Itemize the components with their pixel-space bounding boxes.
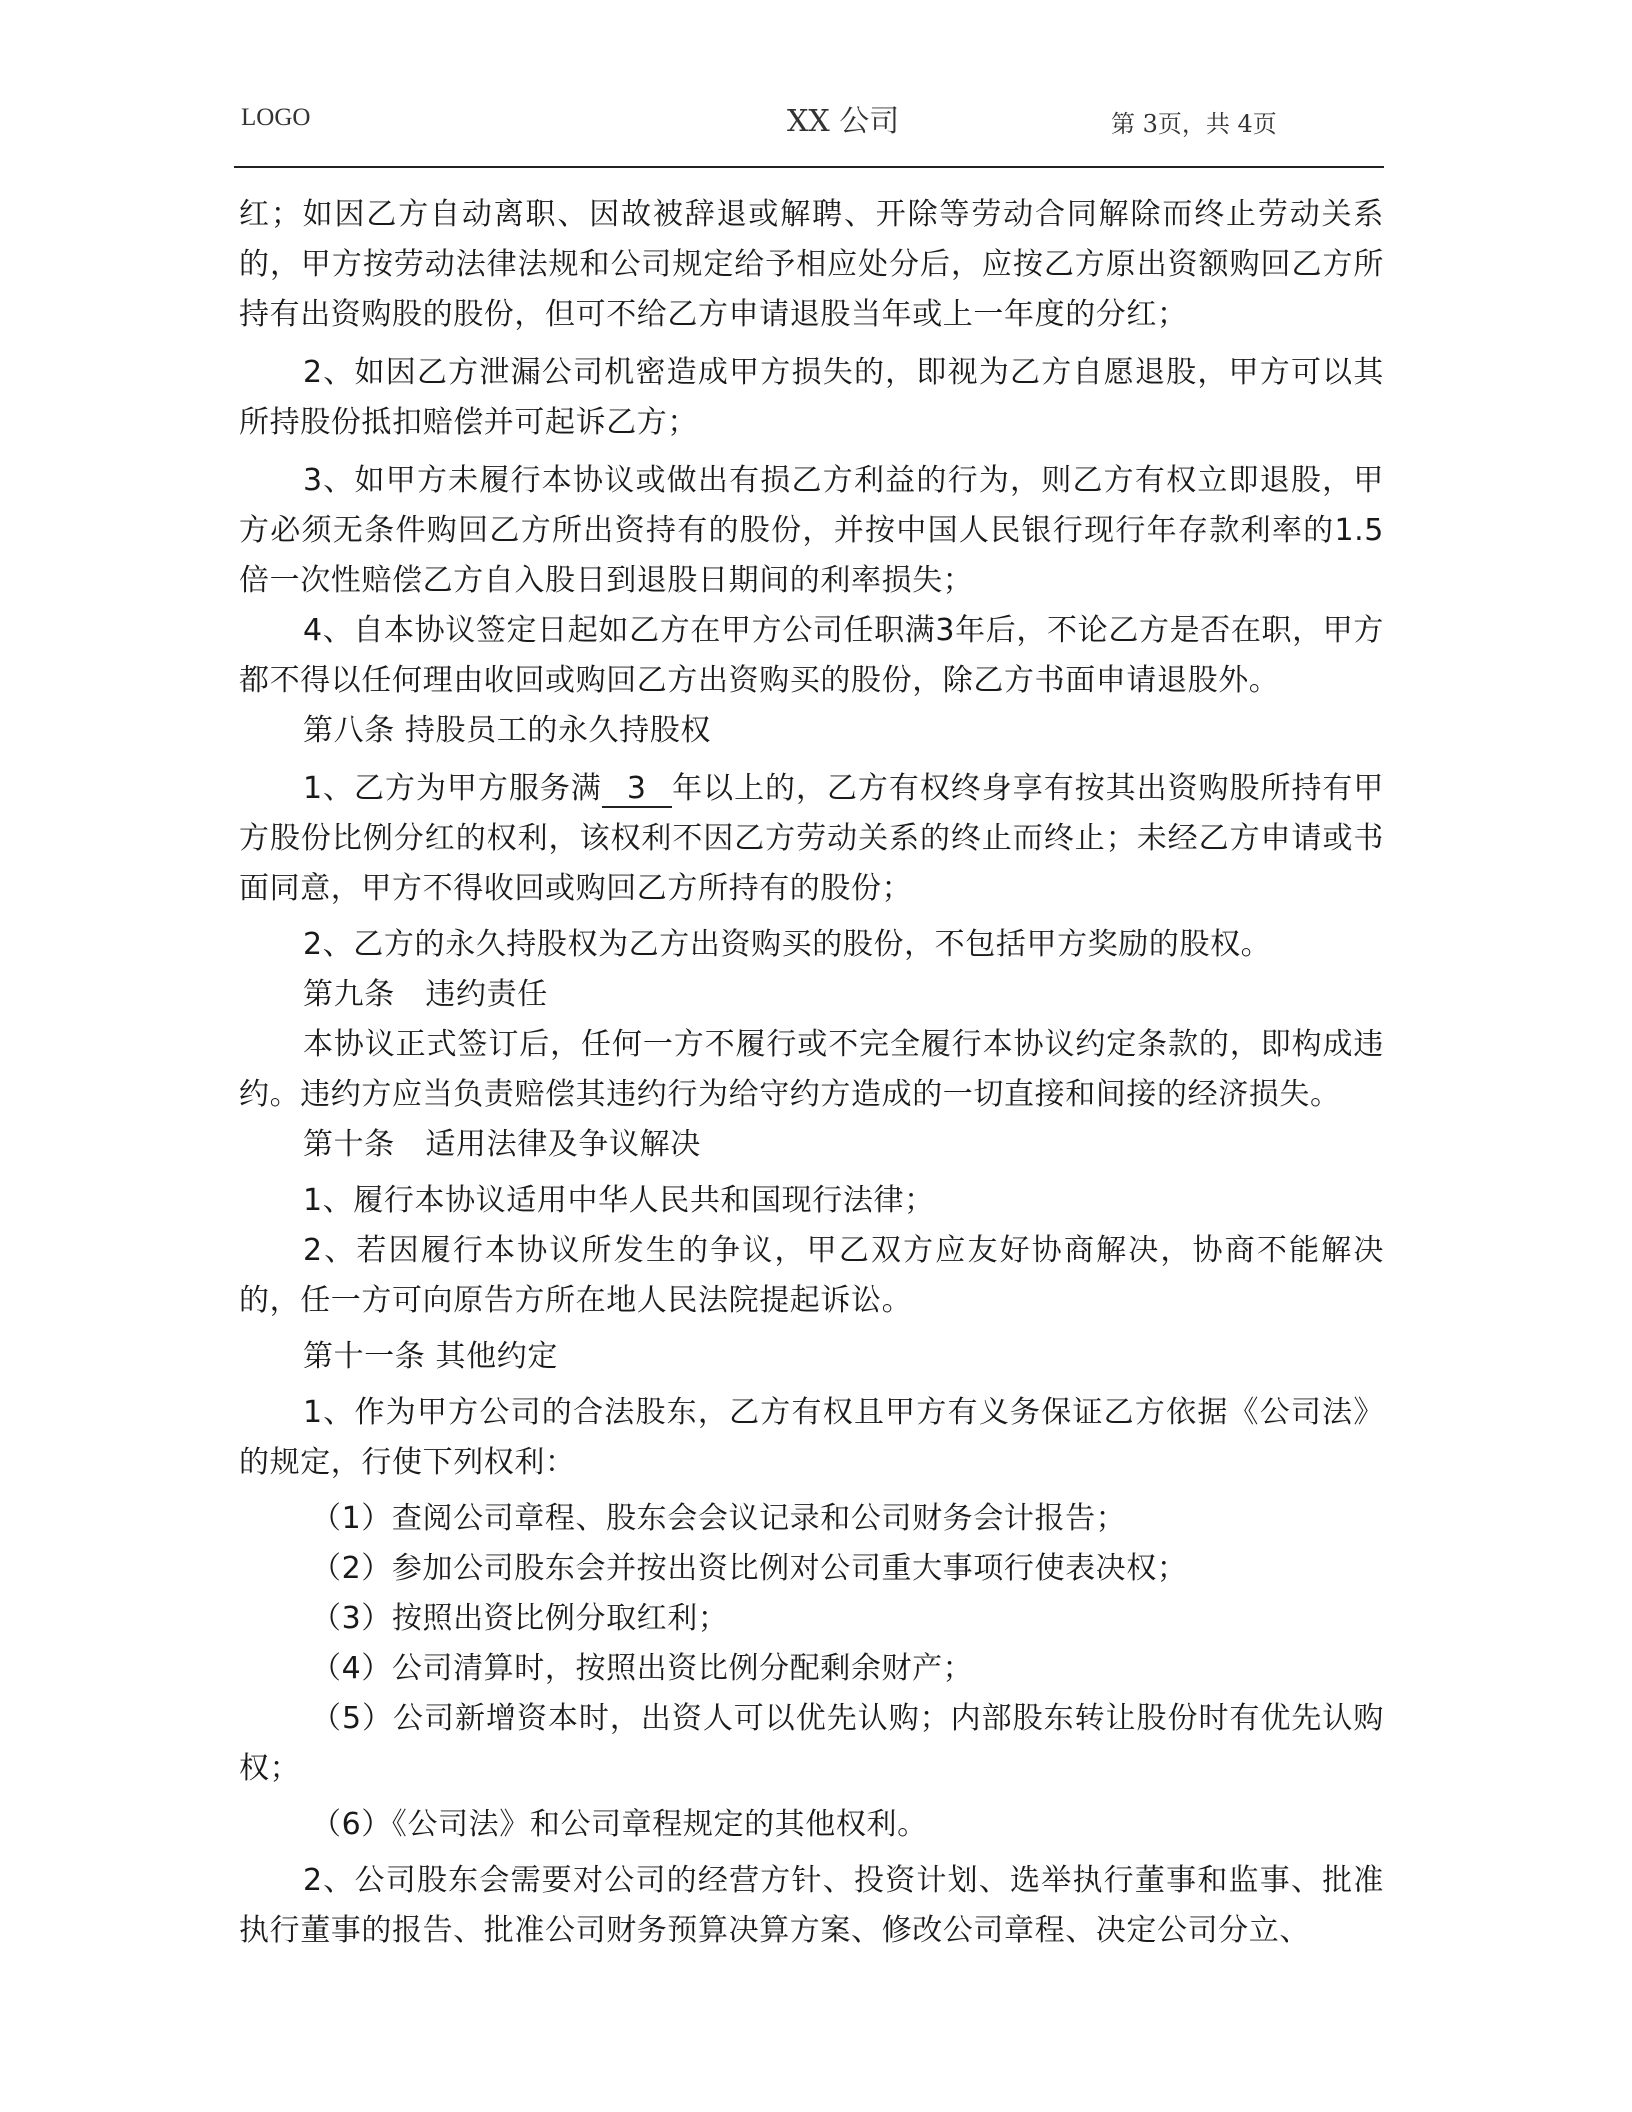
header-logo: LOGO (241, 104, 311, 131)
article-10-clause-1: 1、履行本协议适用中华人民共和国现行法律； (303, 1183, 935, 1218)
article-10-heading: 第十条 适用法律及争议解决 (303, 1127, 701, 1162)
right-item-6: （6）《公司法》和公司章程规定的其他权利。 (311, 1807, 928, 1842)
article-8-clause-1-start: 1、乙方为甲方服务满 (303, 771, 602, 806)
header-divider (234, 166, 1384, 168)
paragraph-clause-4: 4、自本协议签定日起如乙方在甲方公司任职满3年后，不论乙方是否在职，甲方都不得以任何理由收回或购回乙方出资购买的股份，除乙方书面申请退股外。 (239, 613, 1384, 698)
paragraph-clause-3: 3、如甲方未履行本协议或做出有损乙方利益的行为，则乙方有权立即退股，甲方必须无条件购回乙方所出资持有的股份，并按中国人民银行现行年存款利率的1.5倍一次性赔偿乙方自入股日到退股日期间的利率损失； (239, 463, 1384, 598)
paragraph-continuation: 红；如因乙方自动离职、因故被辞退或解聘、开除等劳动合同解除而终止劳动关系的，甲方按劳动法律法规和公司规定给予相应处分后，应按乙方原出资额购回乙方所持有出资购股的股份，但可不给乙方申请退股当年或上一年度的分红； (239, 197, 1384, 332)
right-item-2: （2）参加公司股东会并按出资比例对公司重大事项行使表决权； (311, 1551, 1188, 1586)
header-page-number: 第 3页，共 4页 (1111, 110, 1277, 138)
article-8-clause-1-end: 年以上的，乙方有权终身享有按其出资购股所持有甲方股份比例分红的权利，该权利不因乙方劳动关系的终止而终止；未经乙方申请或书面同意，甲方不得收回或购回乙方所持有的股份； (239, 771, 1384, 906)
service-years-blank: 3 (602, 772, 672, 808)
article-9-heading: 第九条 违约责任 (303, 977, 548, 1012)
right-item-4: （4）公司清算时，按照出资比例分配剩余财产； (311, 1651, 974, 1686)
article-10-clause-2: 2、若因履行本协议所发生的争议，甲乙双方应友好协商解决，协商不能解决的，任一方可向原告方所在地人民法院提起诉讼。 (239, 1233, 1384, 1318)
article-11-clause-2: 2、公司股东会需要对公司的经营方针、投资计划、选举执行董事和监事、批准执行董事的报告、批准公司财务预算决算方案、修改公司章程、决定公司分立、 (239, 1863, 1384, 1948)
article-8-heading: 第八条 持股员工的永久持股权 (303, 713, 711, 748)
right-item-1: （1）查阅公司章程、股东会会议记录和公司财务会计报告； (311, 1501, 1127, 1536)
article-9-text: 本协议正式签订后，任何一方不履行或不完全履行本协议约定条款的，即构成违约。违约方应当负责赔偿其违约行为给守约方造成的一切直接和间接的经济损失。 (239, 1027, 1384, 1112)
article-8-clause-2: 2、乙方的永久持股权为乙方出资购买的股份，不包括甲方奖励的股权。 (303, 927, 1272, 962)
document-body (239, 190, 1384, 1956)
right-item-5: （5）公司新增资本时，出资人可以优先认购；内部股东转让股份时有优先认购权； (239, 1701, 1384, 1786)
article-11-clause-1: 1、作为甲方公司的合法股东，乙方有权且甲方有义务保证乙方依据《公司法》的规定，行使下列权利： (239, 1395, 1384, 1480)
article-11-heading: 第十一条 其他约定 (303, 1339, 558, 1374)
page-header (237, 88, 1385, 148)
article-8-clause-1 (239, 764, 1384, 914)
header-company-name: XX 公司 (787, 104, 900, 139)
paragraph-clause-2: 2、如因乙方泄漏公司机密造成甲方损失的，即视为乙方自愿退股，甲方可以其所持股份抵扣赔偿并可起诉乙方； (239, 355, 1384, 440)
right-item-3: （3）按照出资比例分取红利； (311, 1601, 729, 1636)
